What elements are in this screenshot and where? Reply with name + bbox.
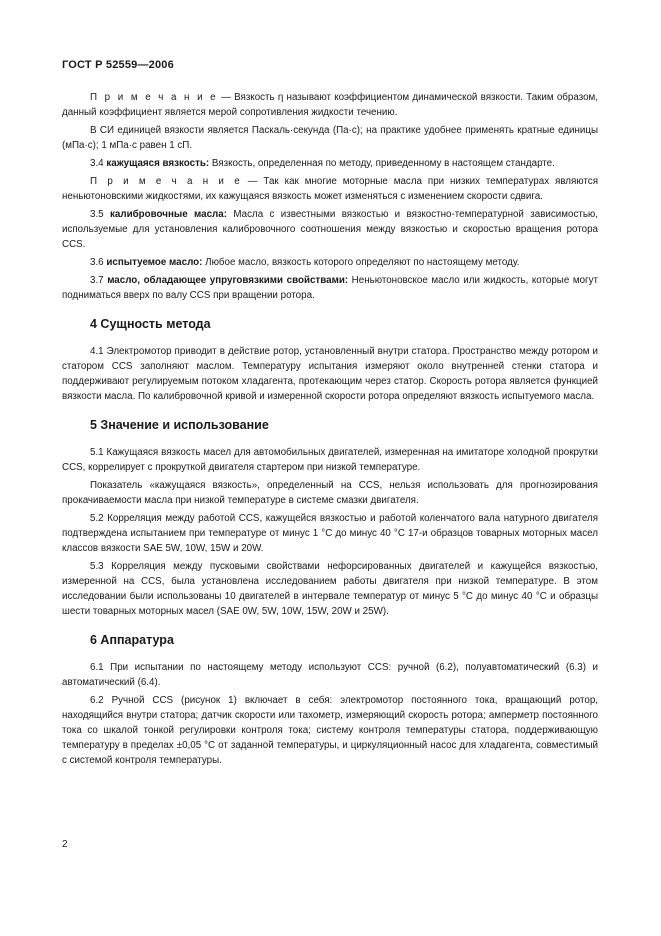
definition-3-7: [62, 273, 598, 303]
definition-text: Неньютоновское масло или жидкость, которые могут подниматься вверх по валу CCS при вращении ротора.: [62, 275, 598, 301]
paragraph-4-1: 4.1 Электромотор приводит в действие ротор, установленный внутри статора. Пространство между ротором и статором CCS заполняют маслом. Температуру испытания измеряют около внутренней стенки статора и поддерживают регулируемым потоком хладагента, протекающим через статор. Скорость ротора является функцией вязкости масла. По калибровочной кривой и измеренной скорости ротора определяют вязкость испытуемого масла.: [62, 346, 598, 402]
paragraph-6-1: 6.1 При испытании по настоящему методу используют CCS: ручной (6.2), полуавтоматический (6.3) и автоматический (6.4).: [62, 662, 598, 688]
paragraph-6-2: 6.2 Ручной CCS (рисунок 1) включает в себя: электромотор постоянного тока, вращающий ротор, находящийся внутри статора; датчик скорости или тахометр, измеряющий скорость ротора; амперметр постоянного тока со шкалой тонкой регулировки контроля тока; систему контроля температуры статора, поддерживающую температуру в пределах ±0,05 °C от заданной температуры, и циркуляционный насос для хладагента, совместимый с системой контроля температуры.: [62, 695, 598, 766]
definition-text: Масла с известными вязкостью и вязкостно-температурной зависимостью, используемые для установления калибровочного соотношения между вязкостью и скоростью вращения ротора CCS.: [62, 209, 599, 250]
definition-3-6: [62, 255, 598, 270]
clause-number: 3.5: [90, 209, 110, 220]
section-6-heading: 6 Аппаратура: [90, 633, 174, 647]
defined-term: испытуемое масло:: [106, 257, 203, 268]
note-text: — Вязкость η называют коэффициентом динамической вязкости. Таким образом, данный коэффициент является мерой сопротивления жидкости течению.: [62, 92, 598, 118]
paragraph-5-3: 5.3 Корреляция между пусковыми свойствами нефорсированных двигателей и кажущейся вязкостью, измеренной на CCS, была установлена исследованием работы двигателя при низкой температуре. В этом исследовании были использованы 10 двигателей в интервале температур от минус 5 °C до минус 40 °C и образцы шести товарных моторных масел (SAE 0W, 5W, 10W, 15W, 20W и 25W).: [62, 561, 598, 617]
paragraph-5-1-continued: Показатель «кажущаяся вязкость», определенный на CCS, нельзя использовать для прогнозирования прокачиваемости масла при низкой температуре в системе смазки двигателя.: [62, 480, 598, 506]
defined-term: масло, обладающее упруговязкими свойствами:: [107, 275, 349, 286]
clause-number: 3.4: [90, 158, 107, 169]
paragraph-5-1: 5.1 Кажущаяся вязкость масел для автомобильных двигателей, измеренная на имитаторе холодной прокрутки CCS, коррелирует с прокруткой двигателя стартером при низкой температуре.: [62, 447, 598, 473]
clause-number: 3.7: [90, 275, 108, 286]
definition-3-5: [62, 207, 598, 252]
defined-term: кажущаяся вязкость:: [106, 158, 210, 169]
note-text: — Так как многие моторные масла при низких температурах являются неньютоновскими жидкостями, их кажущаяся вязкость может изменяться с изменением скорости сдвига.: [62, 176, 599, 202]
clause-number: 3.6: [90, 257, 107, 268]
section-4-heading: 4 Сущность метода: [90, 317, 211, 331]
si-unit-paragraph: В СИ единицей вязкости является Паскаль·секунда (Па·с); на практике удобнее применять кратные единицы (мПа·с); 1 мПа·с равен 1 сП.: [62, 125, 598, 151]
defined-term: калибровочные масла:: [110, 209, 227, 220]
note-label: П р и м е ч а н и е: [90, 176, 242, 187]
note-label: П р и м е ч а н и е: [90, 92, 218, 103]
definition-text: Вязкость, определенная по методу, приведенному в настоящем стандарте.: [209, 158, 555, 169]
definition-text: Любое масло, вязкость которого определяют по настоящему методу.: [202, 257, 520, 268]
page-number: 2: [62, 839, 68, 850]
page-content: [62, 90, 598, 771]
paragraph-5-2: 5.2 Корреляция между работой CCS, кажущейся вязкостью и работой коленчатого вала натурного двигателя подтверждена испытанием при температуре от минус 1 °C до минус 40 °C 17-и образцов товарных моторных масел классов вязкости SAE 5W, 10W, 15W и 20W.: [62, 513, 598, 554]
note-paragraph: [62, 90, 598, 120]
note-paragraph: [62, 174, 598, 204]
standard-header: ГОСТ Р 52559—2006: [62, 59, 174, 71]
section-5-heading: 5 Значение и использование: [90, 418, 269, 432]
definition-3-4: [62, 156, 598, 171]
